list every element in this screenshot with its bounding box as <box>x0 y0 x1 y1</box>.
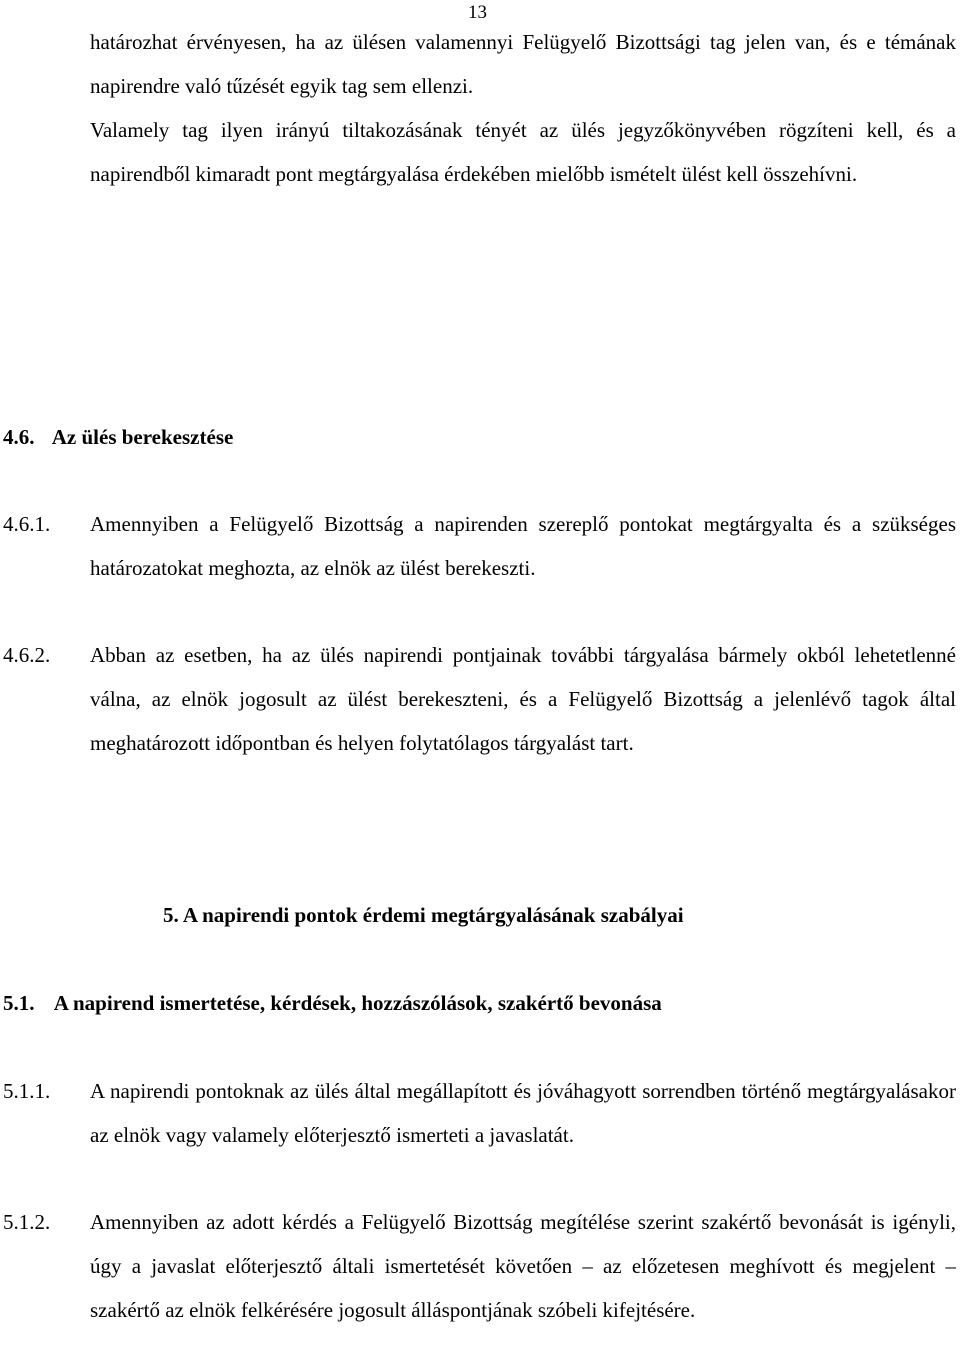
item-number: 4.6.1. <box>3 512 51 536</box>
item-text: Abban az esetben, ha az ülés napirendi pontjainak további tárgyalása bármely okból lehetetlenné válna, az elnök jogosult az ülést berekeszteni, és a Felügyelő Bizottság a jelenlévő tagok által meghatározott időpontban és helyen folytatólagos tárgyalást tart. <box>90 643 956 755</box>
section-heading-4-6 <box>3 425 233 450</box>
item-text: A napirendi pontoknak az ülés által megállapított és jóváhagyott sorrendben történő megtárgyalásakor az elnök vagy valamely előterjesztő ismerteti a javaslatát. <box>90 1079 956 1147</box>
intro-text <box>90 20 956 196</box>
chapter-heading-5: 5. A napirendi pontok érdemi megtárgyalásának szabályai <box>163 903 684 927</box>
section-number: 4.6. <box>3 425 35 449</box>
intro-paragraph-1: határozhat érvényesen, ha az ülésen valamennyi Felügyelő Bizottsági tag jelen van, és e témának napirendre való tűzését egyik tag sem ellenzi. <box>90 30 956 98</box>
page-number: 13 <box>468 2 487 23</box>
item-number: 5.1.2. <box>3 1210 51 1234</box>
item-text: Amennyiben az adott kérdés a Felügyelő Bizottság megítélése szerint szakértő bevonását is igényli, úgy a javaslat előterjesztő általi ismertetését követően – az előzetesen meghívott és megjelent – szakértő az elnök felkérésére jogosult álláspontjának szóbeli kifejtésére. <box>90 1210 956 1322</box>
item-number: 5.1.1. <box>3 1079 51 1103</box>
section-number: 5.1. <box>3 991 35 1015</box>
section-title: A napirend ismertetése, kérdések, hozzászólások, szakértő bevonása <box>53 991 662 1015</box>
intro-paragraph-2: Valamely tag ilyen irányú tiltakozásának tényét az ülés jegyzőkönyvében rögzíteni kell, és a napirendből kimaradt pont megtárgyalása érdekében mielőbb ismételt ülést kell összehívni. <box>90 118 956 186</box>
section-title: Az ülés berekesztése <box>51 425 234 449</box>
item-text: Amennyiben a Felügyelő Bizottság a napirenden szereplő pontokat megtárgyalta és a szükséges határozatokat meghozta, az elnök az ülést berekeszti. <box>90 512 956 580</box>
section-heading-5-1 <box>3 991 662 1016</box>
item-number: 4.6.2. <box>3 643 51 667</box>
